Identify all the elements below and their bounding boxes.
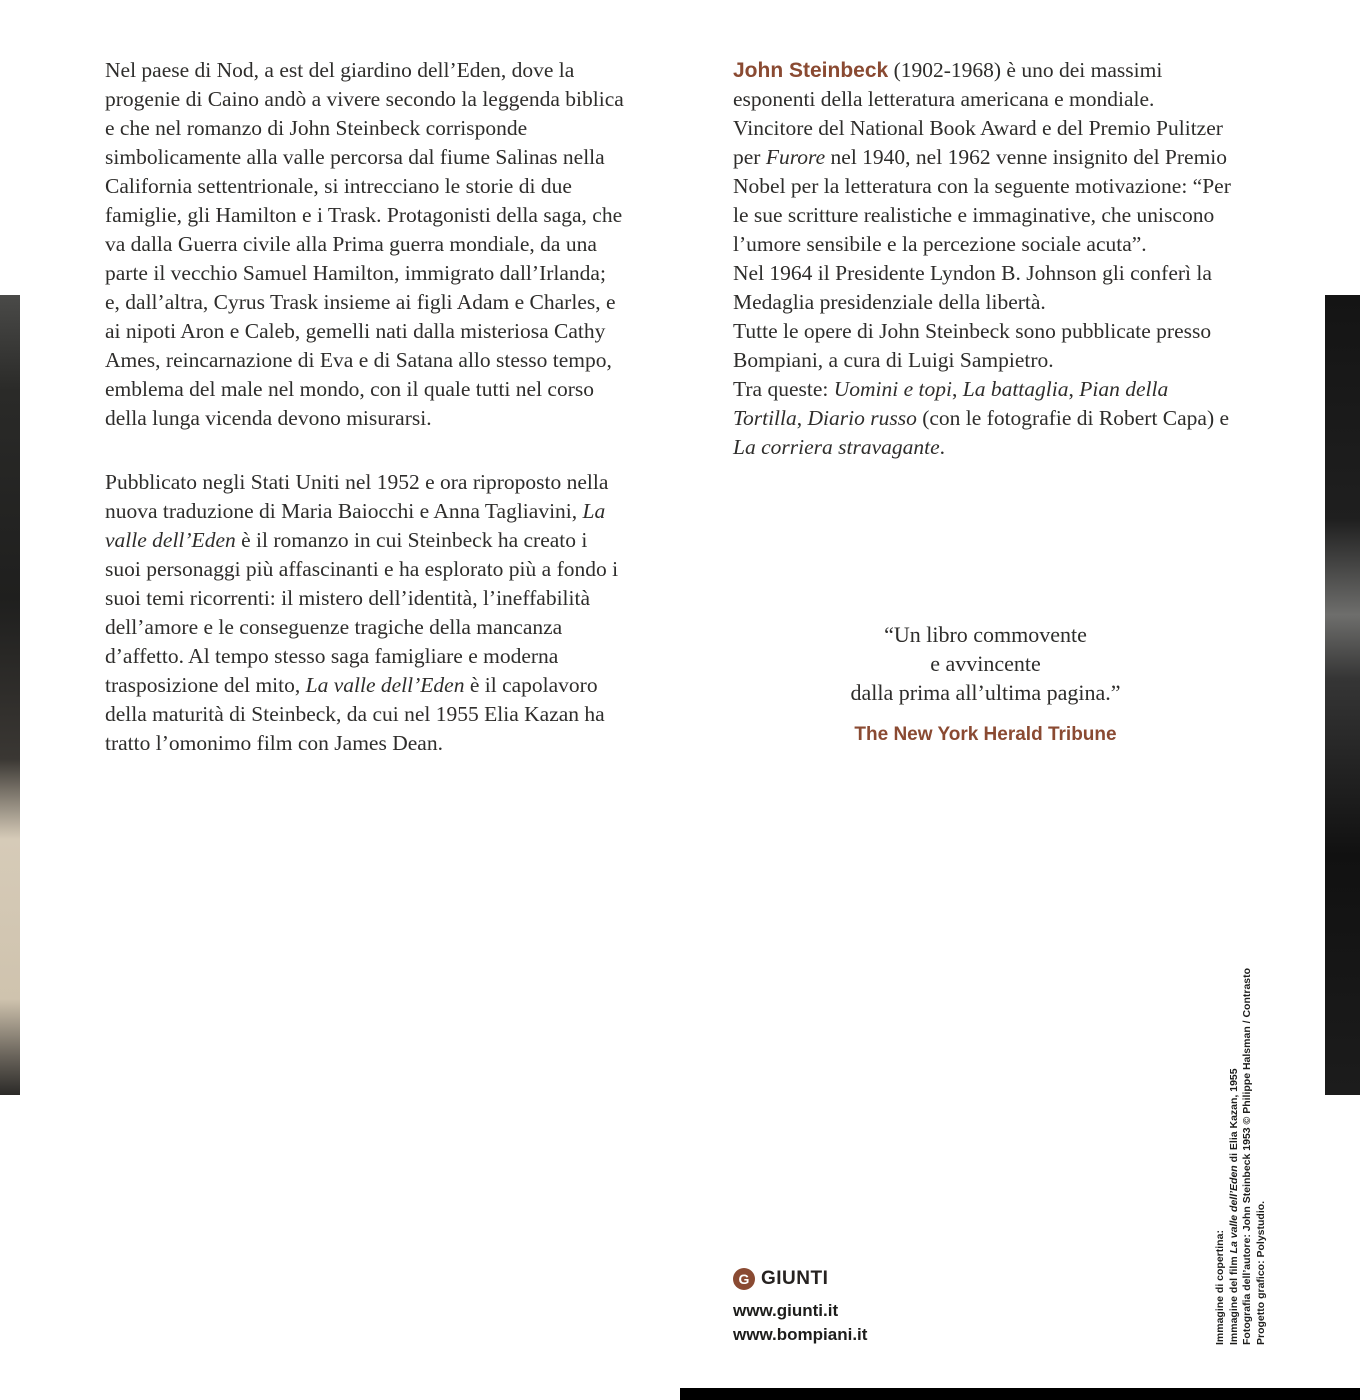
review-quote-block [733,620,1238,746]
author-bio-paragraph: John Steinbeck (1902-1968) è uno dei massimi esponenti della letteratura americana e mondiale. Vincitore del National Book Award e del Premio Pulitzer per Furore nel 1940, nel 1962 venne insignito del Premio Nobel per la letteratura con la seguente motivazione: “Per le sue scritture realistiche e immaginative, che uniscono l’umore sensibile e la percezione sociale acuta”. Nel 1964 il Presidente Lyndon B. Johnson gli conferì la Medaglia presidenziale della libertà. Tutte le opere di John Steinbeck sono pubblicate presso Bompiani, a cura di Luigi Sampietro. Tra queste: Uomini e topi, La battaglia, Pian della Tortilla, Diario russo (con le fotografie di Robert Capa) e La corriera stravagante. [733,58,1231,459]
author-bio-column [733,56,1237,462]
synopsis-column [105,56,625,758]
photo-credits [1214,967,1270,1345]
synopsis-paragraph-1: Nel paese di Nod, a est del giardino dell’Eden, dove la progenie di Caino andò a vivere secondo la leggenda biblica e che nel romanzo di John Steinbeck corrisponde simbolicamente alla valle percorsa dal fiume Salinas nella California settentrionale, si intrecciano le storie di due famiglie, gli Hamilton e i Trask. Protagonisti della saga, che va dalla Guerra civile alla Prima guerra mondiale, da una parte il vecchio Samuel Hamilton, immigrato dall’Irlanda; e, dall’altra, Cyrus Trask insieme ai figli Adam e Charles, e ai nipoti Aron e Caleb, gemelli nati dalla misteriosa Cathy Ames, reincarnazione di Eva e di Satana allo stesso tempo, emblema del male nel mondo, con il quale tutti nel corso della lunga vicenda devono misurarsi. [105,58,624,430]
quote-line: “Un libro commovente [884,622,1087,647]
cover-photo-edge-left [0,295,20,1095]
publisher-urls [733,1299,867,1347]
credit-line: Immagine di copertina: [1214,1230,1226,1345]
back-cover-edge-bar [680,1388,1360,1400]
credit-line: Immagine del film La valle dell’Eden di Elia Kazan, 1955 [1227,1068,1240,1345]
publisher-url-giunti: www.giunti.it [733,1301,839,1320]
quote-line: e avvincente [930,651,1041,676]
quote-line: dalla prima all’ultima pagina.” [850,680,1121,705]
giunti-logo-letter: G [738,1271,750,1287]
publisher-footer [733,1268,867,1347]
cover-photo-edge-right [1325,295,1360,1095]
giunti-logo [733,1268,867,1290]
publisher-url-bompiani: www.bompiani.it [733,1325,868,1344]
giunti-logo-icon [733,1268,755,1290]
credit-line: Fotografia dell’autore: John Steinbeck 1953 © Philippe Halsman / Contrasto [1241,967,1253,1345]
credit-line: Progetto grafico: Polystudio. [1254,1200,1267,1345]
publisher-name: GIUNTI [761,1268,829,1289]
quote-source: The New York Herald Tribune [854,724,1117,745]
synopsis-paragraph-2: Pubblicato negli Stati Uniti nel 1952 e ora riproposto nella nuova traduzione di Maria Baiocchi e Anna Tagliavini, La valle dell’Eden è il romanzo in cui Steinbeck ha creato i suoi personaggi più affascinanti e ha esplorato più a fondo i suoi temi ricorrenti: il mistero dell’identità, l’ineffabilità dell’amore e le conseguenze tragiche della mancanza d’affetto. Al tempo stesso saga famigliare e moderna trasposizione del mito, La valle dell’Eden è il capolavoro della maturità di Steinbeck, da cui nel 1955 Elia Kazan ha tratto l’omonimo film con James Dean. [105,470,619,755]
